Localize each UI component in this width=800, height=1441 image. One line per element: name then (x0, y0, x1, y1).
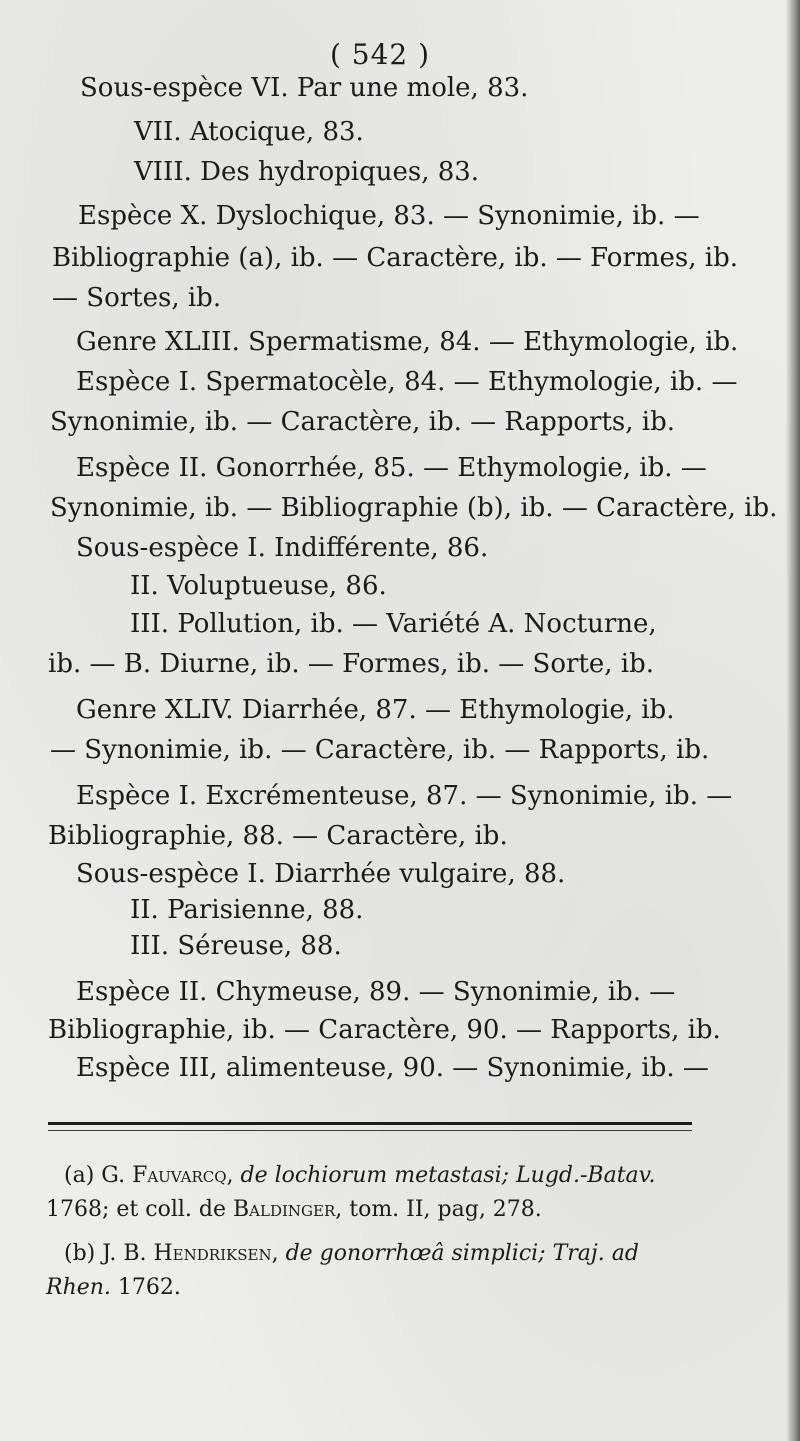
entry-line: Sous-espèce I. Diarrhée vulgaire, 88. (76, 859, 566, 889)
entry-line: Espèce X. Dyslochique, 83. — Synonimie, ib. — (78, 201, 700, 231)
entry-line: III. Pollution, ib. — Variété A. Nocturne, (130, 609, 657, 639)
footnote-rule (48, 1122, 692, 1125)
entry-line: Bibliographie (a), ib. — Caractère, ib. — Formes, ib. (52, 243, 739, 273)
entry-line: VII. Atocique, 83. (134, 117, 364, 147)
entry-line: Bibliographie, 88. — Caractère, ib. (48, 821, 508, 851)
entry-line: Sous-espèce I. Indifférente, 86. (76, 533, 489, 563)
entry-line: — Synonimie, ib. — Caractère, ib. — Rapports, ib. (50, 735, 710, 765)
page-number: ( 542 ) (329, 38, 431, 71)
entry-line: Synonimie, ib. — Bibliographie (b), ib. — Caractère, ib. (50, 493, 778, 523)
entry-line: Synonimie, ib. — Caractère, ib. — Rapports, ib. (50, 407, 676, 437)
entry-line: Genre XLIV. Diarrhée, 87. — Ethymologie, ib. (76, 695, 675, 725)
entry-line: Espèce I. Excrémenteuse, 87. — Synonimie, ib. — (76, 781, 733, 811)
footnote-author: J. B. Hendriksen (102, 1241, 272, 1266)
entry-line: Espèce III, alimenteuse, 90. — Synonimie, ib. — (76, 1053, 709, 1083)
footnote-author: G. Fauvarcq (101, 1163, 227, 1188)
footnote-rule-thin (48, 1130, 692, 1131)
entry-line: II. Voluptueuse, 86. (130, 571, 387, 601)
footnote-a-cont (46, 1196, 542, 1224)
footnote-text: , tom. II, pag, 278. (335, 1197, 542, 1222)
footnote-text: 1768; et coll. de (46, 1197, 226, 1222)
footnote-place: Rhen. (46, 1275, 111, 1300)
entry-line: Sous-espèce VI. Par une mole, 83. (80, 73, 529, 103)
entry-line: Espèce II. Gonorrhée, 85. — Ethymologie, ib. — (76, 453, 707, 483)
entry-line: Bibliographie, ib. — Caractère, 90. — Rapports, ib. (48, 1015, 721, 1045)
entry-line: ib. — B. Diurne, ib. — Formes, ib. — Sorte, ib. (48, 649, 654, 679)
footnote-author: Baldinger (232, 1197, 336, 1222)
footnote-b: (b) J. B. Hendriksen, de gonorrhœâ simplici; Traj. ad (64, 1241, 639, 1266)
entry-line: II. Parisienne, 88. (130, 895, 364, 925)
footnote-mark: (a) (64, 1163, 95, 1188)
entry-line: — Sortes, ib. (52, 283, 222, 313)
footnote-year: 1762. (117, 1275, 181, 1300)
footnote-title: de lochiorum metastasi; Lugd.-Batav. (240, 1163, 656, 1188)
entry-line: VIII. Des hydropiques, 83. (134, 157, 480, 187)
entry-line: Espèce II. Chymeuse, 89. — Synonimie, ib. — (76, 977, 676, 1007)
footnote-b-cont (46, 1274, 181, 1302)
entry-line: Espèce I. Spermatocèle, 84. — Ethymologie, ib. — (76, 367, 738, 397)
entry-line: Genre XLIII. Spermatisme, 84. — Ethymologie, ib. (76, 327, 739, 357)
footnote-a: (a) G. Fauvarcq, de lochiorum metastasi; Lugd.-Batav. (64, 1163, 656, 1188)
footnote-title: de gonorrhœâ simplici; Traj. ad (285, 1241, 639, 1266)
footnote-mark: (b) (64, 1241, 96, 1266)
entry-line: III. Séreuse, 88. (130, 931, 342, 961)
page-edge (786, 0, 800, 1441)
